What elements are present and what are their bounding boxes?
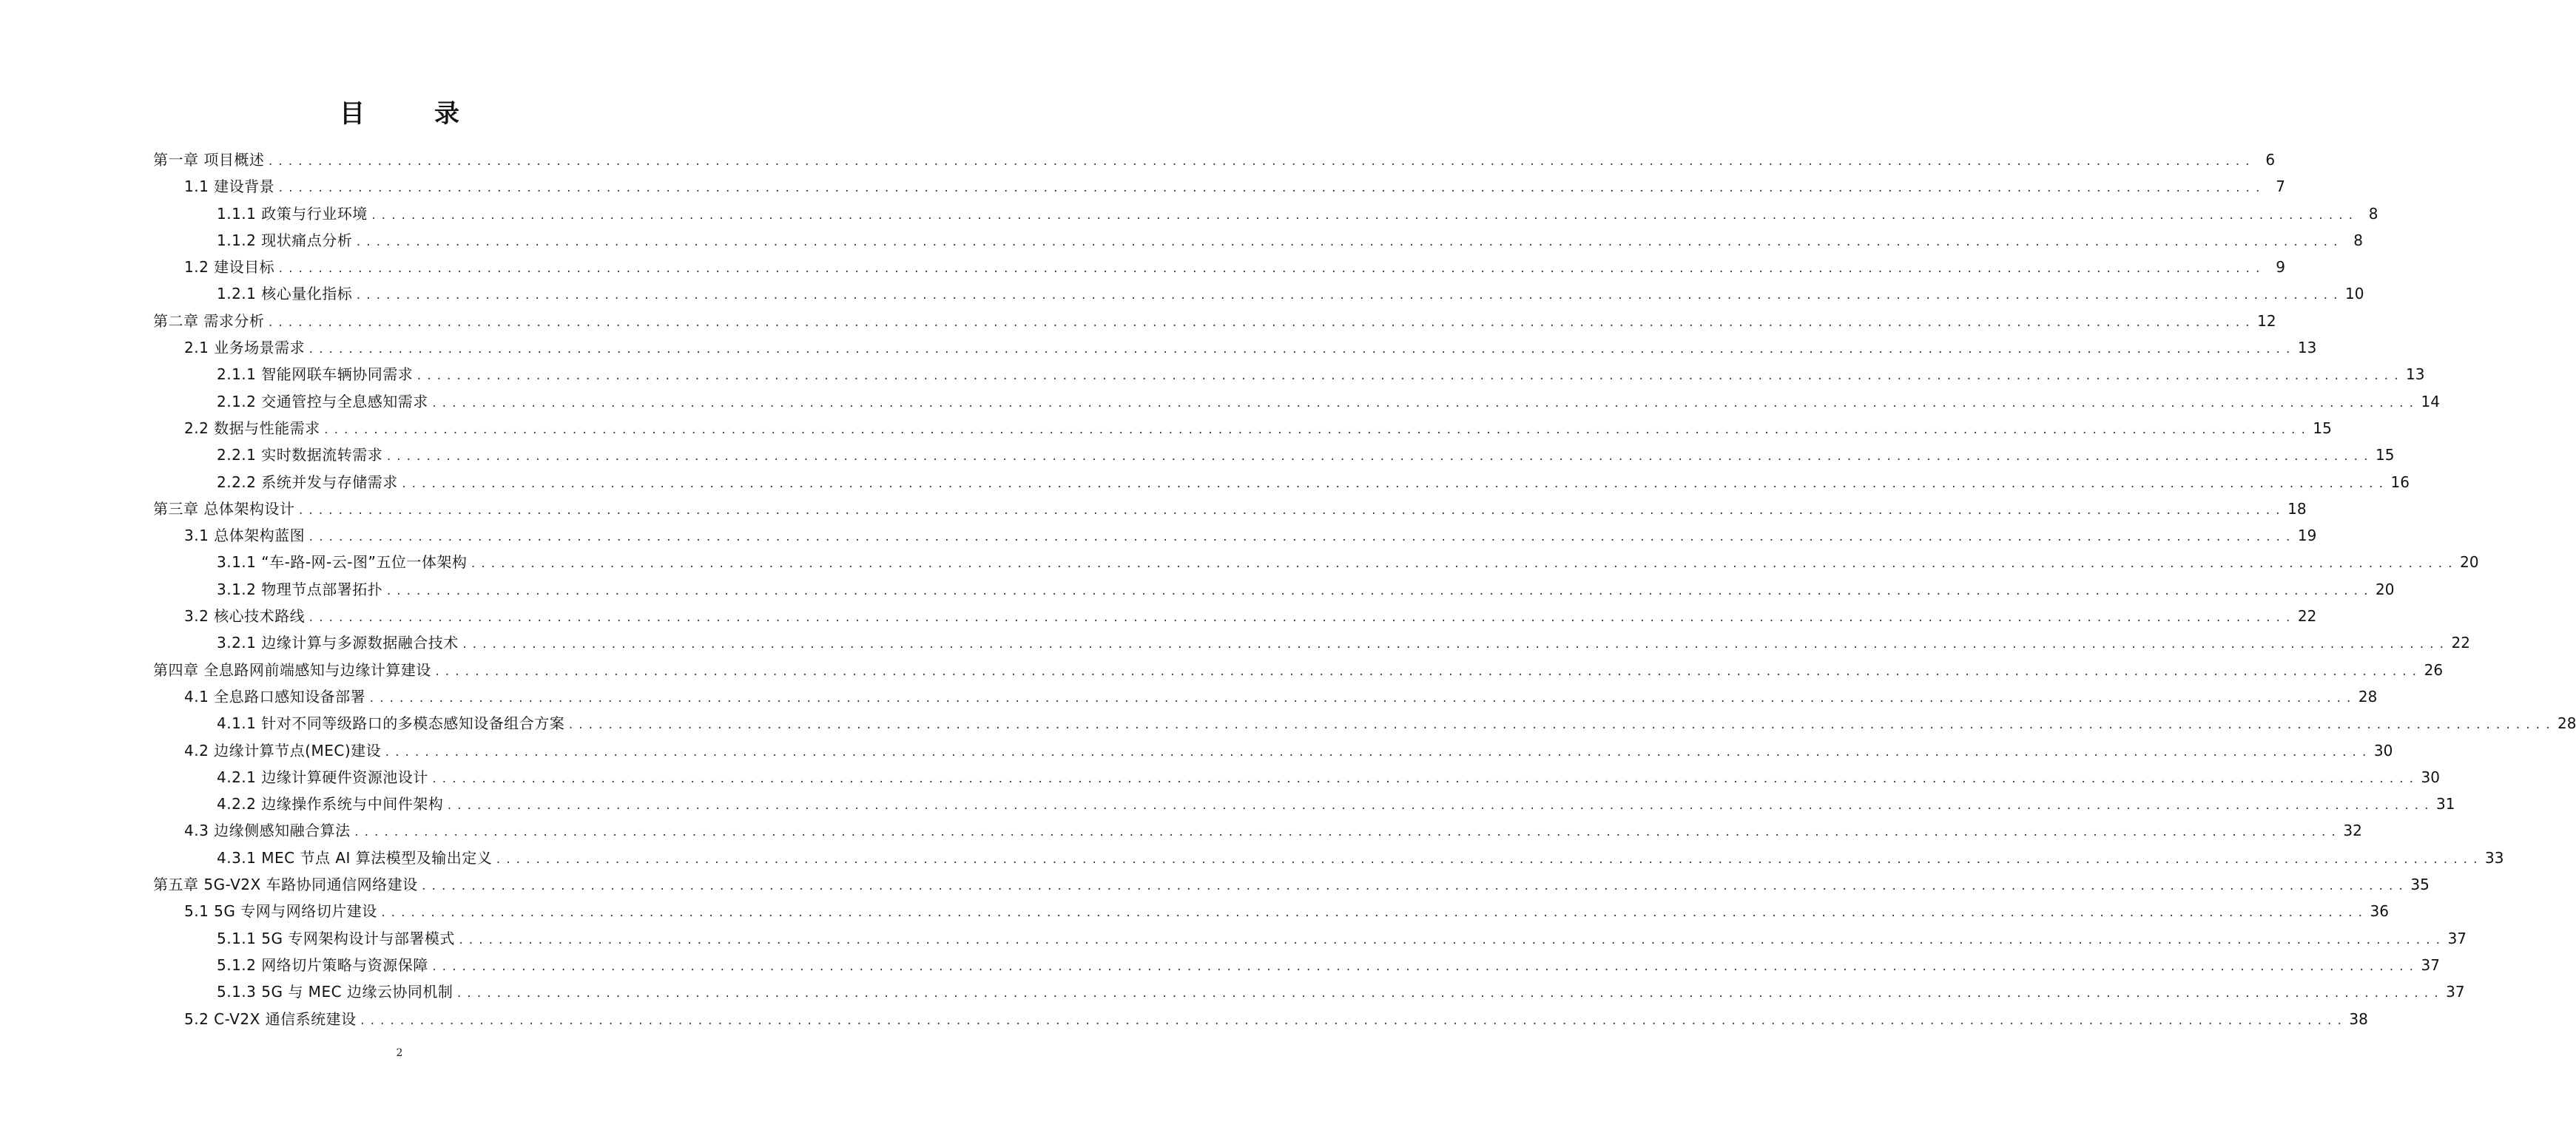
toc-entry-label: 3.1.2 物理节点部署拓扑 <box>217 580 383 598</box>
toc-entry[interactable] <box>153 441 2395 468</box>
toc-entry-page: 22 <box>2451 634 2470 652</box>
toc-entry[interactable] <box>153 308 2276 334</box>
toc-entry-label: 3.2 核心技术路线 <box>184 607 306 626</box>
dot-leader: ........................................................................................................................................................................................................ <box>308 612 2295 625</box>
dot-leader: ........................................................................................................................................................................................................ <box>277 183 2265 195</box>
dot-leader: ........................................................................................................................................................................................................ <box>416 371 2403 383</box>
toc-entry[interactable] <box>153 978 2465 1005</box>
dot-leader: ........................................................................................................................................................................................................ <box>267 317 2255 329</box>
toc-entry-page: 19 <box>2297 527 2317 545</box>
toc-entry-page: 31 <box>2436 795 2455 813</box>
toc-entry[interactable] <box>153 925 2467 952</box>
toc-entry[interactable] <box>153 173 2285 200</box>
toc-entry[interactable] <box>153 469 2410 495</box>
toc-entry-label: 1.1 建设背景 <box>184 177 275 196</box>
dot-leader: ........................................................................................................................................................................................................ <box>457 934 2445 947</box>
toc-entry-page: 26 <box>2424 660 2444 679</box>
toc-entry-label: 2.1.1 智能网联车辆协同需求 <box>217 365 414 384</box>
dot-leader: ........................................................................................................................................................................................................ <box>368 692 2356 705</box>
toc-entry-page: 37 <box>2421 955 2440 974</box>
toc-entry-page: 8 <box>2353 231 2363 249</box>
toc-entry-page: 9 <box>2276 258 2285 277</box>
toc-entry-page: 20 <box>2460 553 2479 572</box>
dot-leader: ........................................................................................................................................................................................................ <box>434 666 2421 678</box>
toc-entry[interactable] <box>153 817 2362 844</box>
dot-leader: ........................................................................................................................................................................................................ <box>355 236 2342 248</box>
toc-entry-label: 5.1.3 5G 与 MEC 边缘云协同机制 <box>217 983 454 1001</box>
toc-entry[interactable] <box>153 845 2504 871</box>
dot-leader: ........................................................................................................................................................................................................ <box>446 800 2433 813</box>
toc-entry-label: 4.1.1 针对不同等级路口的多模态感知设备组合方案 <box>217 714 565 733</box>
toc-entry-page: 36 <box>2370 902 2389 921</box>
toc-entry-page: 14 <box>2421 392 2440 410</box>
dot-leader: ........................................................................................................................................................................................................ <box>495 853 2483 866</box>
toc-entry-label: 1.2.1 核心量化指标 <box>217 285 353 303</box>
dot-leader: ........................................................................................................................................................................................................ <box>470 558 2458 571</box>
toc-entry-label: 1.1.1 政策与行业环境 <box>217 204 368 223</box>
toc-entry[interactable] <box>153 871 2430 898</box>
dot-leader: ........................................................................................................................................................................................................ <box>567 720 2555 732</box>
toc-entry[interactable] <box>153 657 2444 683</box>
toc-entry[interactable] <box>153 898 2389 924</box>
dot-leader: ........................................................................................................................................................................................................ <box>355 290 2342 302</box>
toc-entry[interactable] <box>153 227 2363 254</box>
toc-entry-page: 6 <box>2265 151 2276 169</box>
toc-entry-page: 10 <box>2345 285 2364 303</box>
toc-entry[interactable] <box>153 146 2276 173</box>
toc-entry-label: 5.1 5G 专网与网络切片建设 <box>184 902 377 921</box>
toc-entry-label: 2.2.2 系统并发与存储需求 <box>217 473 398 491</box>
toc-entry[interactable] <box>153 710 2576 737</box>
toc-entry-label: 2.2 数据与性能需求 <box>184 419 320 437</box>
dot-leader: ........................................................................................................................................................................................................ <box>370 209 2358 222</box>
toc-entry-label: 4.2.2 边缘操作系统与中间件架构 <box>217 795 444 813</box>
toc-entry-page: 28 <box>2558 714 2576 733</box>
toc-entry[interactable] <box>153 791 2455 817</box>
dot-leader: ........................................................................................................................................................................................................ <box>277 263 2265 276</box>
toc-entry-page: 13 <box>2406 365 2425 384</box>
toc-entry-page: 30 <box>2373 741 2393 759</box>
toc-entry-label: 5.1.1 5G 专网架构设计与部署模式 <box>217 929 455 947</box>
toc-entry[interactable] <box>153 361 2425 388</box>
toc-entry[interactable] <box>153 522 2317 549</box>
toc-entry-page: 30 <box>2421 768 2440 786</box>
dot-leader: ........................................................................................................................................................................................................ <box>384 746 2371 759</box>
toc-entry-page: 13 <box>2297 339 2317 357</box>
toc-entry-page: 32 <box>2343 822 2362 840</box>
toc-entry[interactable] <box>153 629 2470 656</box>
toc-entry-page: 28 <box>2358 687 2378 706</box>
toc-entry-label: 2.2.1 实时数据流转需求 <box>217 446 383 464</box>
dot-leader: ........................................................................................................................................................................................................ <box>353 827 2341 839</box>
toc-entry-label: 第四章 全息路网前端感知与边缘计算建设 <box>153 660 431 679</box>
toc-entry[interactable] <box>153 415 2332 441</box>
dot-leader: ........................................................................................................................................................................................................ <box>400 478 2388 490</box>
toc-entry-label: 2.1.2 交通管控与全息感知需求 <box>217 392 428 410</box>
table-of-contents <box>153 146 2576 1032</box>
dot-leader: ........................................................................................................................................................................................................ <box>431 773 2418 785</box>
toc-entry-label: 3.1 总体架构蓝图 <box>184 527 306 545</box>
toc-entry[interactable] <box>153 1006 2368 1032</box>
toc-entry[interactable] <box>153 683 2378 710</box>
dot-leader: ........................................................................................................................................................................................................ <box>380 907 2367 920</box>
toc-entry-page: 15 <box>2376 446 2395 464</box>
toc-entry[interactable] <box>153 576 2395 603</box>
toc-entry[interactable] <box>153 737 2393 764</box>
toc-entry-label: 4.2.1 边缘计算硬件资源池设计 <box>217 768 428 786</box>
dot-leader: ........................................................................................................................................................................................................ <box>297 504 2285 517</box>
toc-entry[interactable] <box>153 952 2440 978</box>
toc-entry-label: 第五章 5G-V2X 车路协同通信网络建设 <box>153 876 418 894</box>
toc-entry[interactable] <box>153 549 2479 575</box>
toc-entry[interactable] <box>153 388 2440 415</box>
dot-leader: ........................................................................................................................................................................................................ <box>308 532 2295 544</box>
toc-entry-page: 37 <box>2446 983 2465 1001</box>
toc-entry-label: 4.3 边缘侧感知融合算法 <box>184 822 351 840</box>
toc-entry-page: 16 <box>2390 473 2410 491</box>
toc-entry-page: 38 <box>2349 1009 2368 1028</box>
toc-entry-page: 18 <box>2287 499 2307 518</box>
toc-entry[interactable] <box>153 200 2378 227</box>
toc-entry[interactable] <box>153 495 2307 522</box>
dot-leader: ........................................................................................................................................................................................................ <box>308 344 2295 356</box>
dot-leader: ........................................................................................................................................................................................................ <box>385 451 2373 464</box>
toc-entry[interactable] <box>153 603 2317 629</box>
toc-entry-label: 第三章 总体架构设计 <box>153 499 295 518</box>
toc-entry-label: 第二章 需求分析 <box>153 311 265 330</box>
toc-entry-page: 15 <box>2313 419 2332 437</box>
dot-leader: ........................................................................................................................................................................................................ <box>461 639 2449 652</box>
toc-entry-page: 8 <box>2368 204 2378 223</box>
dot-leader: ........................................................................................................................................................................................................ <box>359 1015 2347 1027</box>
dot-leader: ........................................................................................................................................................................................................ <box>456 988 2444 1001</box>
toc-entry-label: 4.3.1 MEC 节点 AI 算法模型及输出定义 <box>217 848 493 867</box>
dot-leader: ........................................................................................................................................................................................................ <box>420 881 2408 893</box>
dot-leader: ........................................................................................................................................................................................................ <box>385 585 2373 598</box>
toc-entry-label: 2.1 业务场景需求 <box>184 339 306 357</box>
toc-entry[interactable] <box>153 254 2285 280</box>
toc-entry-label: 5.2 C-V2X 通信系统建设 <box>184 1009 357 1028</box>
toc-entry-page: 12 <box>2257 311 2276 330</box>
dot-leader: ........................................................................................................................................................................................................ <box>323 424 2310 436</box>
toc-entry-label: 3.2.1 边缘计算与多源数据融合技术 <box>217 634 459 652</box>
toc-entry[interactable] <box>153 280 2364 307</box>
toc-entry-label: 4.2 边缘计算节点(MEC)建设 <box>184 741 382 759</box>
toc-entry-label: 3.1.1 “车-路-网-云-图”五位一体架构 <box>217 553 468 572</box>
toc-entry-page: 33 <box>2485 848 2504 867</box>
dot-leader: ........................................................................................................................................................................................................ <box>431 961 2418 973</box>
toc-entry-label: 第一章 项目概述 <box>153 151 265 169</box>
toc-entry-page: 7 <box>2276 177 2285 196</box>
page-number: 2 <box>396 1047 403 1059</box>
toc-entry-page: 35 <box>2410 876 2430 894</box>
dot-leader: ........................................................................................................................................................................................................ <box>267 156 2255 168</box>
toc-entry[interactable] <box>153 334 2317 361</box>
dot-leader: ........................................................................................................................................................................................................ <box>431 397 2418 410</box>
toc-entry-page: 20 <box>2376 580 2395 598</box>
toc-entry-label: 5.1.2 网络切片策略与资源保障 <box>217 955 428 974</box>
toc-entry[interactable] <box>153 764 2440 791</box>
toc-entry-page: 37 <box>2447 929 2467 947</box>
toc-entry-label: 4.1 全息路口感知设备部署 <box>184 687 366 706</box>
toc-entry-label: 1.2 建设目标 <box>184 258 275 277</box>
page-title: 目 录 <box>340 99 482 129</box>
toc-entry-label: 1.1.2 现状痛点分析 <box>217 231 353 249</box>
toc-entry-page: 22 <box>2297 607 2317 626</box>
